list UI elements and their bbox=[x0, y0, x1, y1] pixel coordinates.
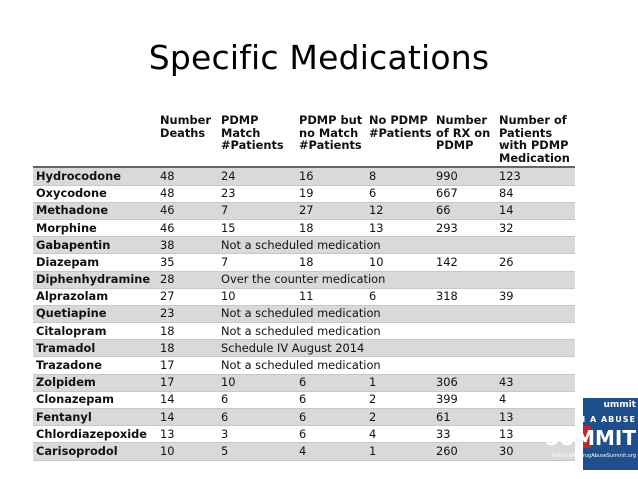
table-row bbox=[33, 288, 575, 305]
cell-deaths: 38 bbox=[157, 237, 218, 254]
cell-deaths: 18 bbox=[157, 340, 218, 357]
cell-note: Schedule IV August 2014 bbox=[218, 340, 575, 357]
table-row bbox=[33, 374, 575, 391]
cell-number-patients: 43 bbox=[496, 374, 575, 391]
cell-deaths: 14 bbox=[157, 409, 218, 426]
cell-pdmp-match: 15 bbox=[218, 219, 296, 236]
cell-number-patients: 26 bbox=[496, 254, 575, 271]
cell-pdmp-no-match: 18 bbox=[296, 254, 366, 271]
logo-text-url: NationalRxDrugAbuseSummit.org bbox=[551, 453, 636, 459]
cell-number-patients: 123 bbox=[496, 167, 575, 185]
cell-pdmp-match: 6 bbox=[218, 391, 296, 408]
cell-number-rx: 399 bbox=[433, 391, 496, 408]
cell-medication: Oxycodone bbox=[33, 185, 157, 202]
cell-medication: Citalopram bbox=[33, 323, 157, 340]
table-row bbox=[33, 391, 575, 408]
cell-pdmp-no-match: 27 bbox=[296, 202, 366, 219]
header-pdmp-no-match: PDMP but no Match #Patients bbox=[299, 113, 363, 153]
cell-pdmp-match: 23 bbox=[218, 185, 296, 202]
cell-medication: Gabapentin bbox=[33, 237, 157, 254]
cell-medication: Methadone bbox=[33, 202, 157, 219]
cell-pdmp-no-match: 18 bbox=[296, 219, 366, 236]
cell-note: Not a scheduled medication bbox=[218, 237, 575, 254]
cell-pdmp-match: 7 bbox=[218, 202, 296, 219]
cell-medication: Diphenhydramine bbox=[33, 271, 157, 288]
cell-number-rx: 260 bbox=[433, 443, 496, 460]
cell-number-patients: 39 bbox=[496, 288, 575, 305]
cell-pdmp-match: 3 bbox=[218, 426, 296, 443]
cell-medication: Quetiapine bbox=[33, 305, 157, 322]
cell-no-pdmp: 2 bbox=[366, 409, 433, 426]
cell-number-rx: 33 bbox=[433, 426, 496, 443]
cell-number-patients: 14 bbox=[496, 202, 575, 219]
cell-no-pdmp: 13 bbox=[366, 219, 433, 236]
cell-deaths: 17 bbox=[157, 357, 218, 374]
logo-text-top: ummit bbox=[603, 400, 636, 410]
table-row bbox=[33, 254, 575, 271]
table-body bbox=[33, 167, 575, 460]
table-row bbox=[33, 237, 575, 254]
header-no-pdmp: No PDMP #Patients bbox=[369, 113, 432, 140]
summit-logo bbox=[544, 398, 638, 470]
table-header-row bbox=[33, 111, 575, 167]
cell-note: Over the counter medication bbox=[218, 271, 575, 288]
cell-no-pdmp: 12 bbox=[366, 202, 433, 219]
header-number-deaths: Number Deaths bbox=[160, 113, 212, 140]
slide-title: Specific Medications bbox=[148, 38, 490, 77]
cell-no-pdmp: 6 bbox=[366, 288, 433, 305]
table-row bbox=[33, 219, 575, 236]
cell-deaths: 46 bbox=[157, 219, 218, 236]
table-row bbox=[33, 185, 575, 202]
cell-pdmp-no-match: 16 bbox=[296, 167, 366, 185]
cell-pdmp-match: 5 bbox=[218, 443, 296, 460]
table-row bbox=[33, 167, 575, 185]
cell-no-pdmp: 6 bbox=[366, 185, 433, 202]
table-row bbox=[33, 357, 575, 374]
cell-number-patients: 84 bbox=[496, 185, 575, 202]
cell-no-pdmp: 10 bbox=[366, 254, 433, 271]
table-row bbox=[33, 409, 575, 426]
cell-medication: Fentanyl bbox=[33, 409, 157, 426]
cell-pdmp-no-match: 6 bbox=[296, 391, 366, 408]
cell-medication: Hydrocodone bbox=[33, 167, 157, 185]
cell-medication: Morphine bbox=[33, 219, 157, 236]
header-medication bbox=[33, 111, 157, 167]
cell-number-rx: 66 bbox=[433, 202, 496, 219]
table-row bbox=[33, 202, 575, 219]
cell-deaths: 13 bbox=[157, 426, 218, 443]
cell-medication: Diazepam bbox=[33, 254, 157, 271]
medications-table bbox=[33, 111, 575, 461]
table-row bbox=[33, 340, 575, 357]
cell-deaths: 17 bbox=[157, 374, 218, 391]
table-row bbox=[33, 305, 575, 322]
cell-no-pdmp: 8 bbox=[366, 167, 433, 185]
logo-text-middle: N A ABUSE bbox=[578, 415, 636, 424]
cell-medication: Clonazepam bbox=[33, 391, 157, 408]
table-row bbox=[33, 443, 575, 460]
cell-pdmp-match: 7 bbox=[218, 254, 296, 271]
cell-note: Not a scheduled medication bbox=[218, 305, 575, 322]
cell-pdmp-match: 6 bbox=[218, 409, 296, 426]
cell-no-pdmp: 2 bbox=[366, 391, 433, 408]
cell-pdmp-match: 24 bbox=[218, 167, 296, 185]
header-number-rx: Number of RX on PDMP bbox=[436, 113, 491, 153]
cell-medication: Chlordiazepoxide bbox=[33, 426, 157, 443]
header-number-patients: Number of Patients with PDMP Medication bbox=[499, 113, 570, 165]
cell-pdmp-no-match: 19 bbox=[296, 185, 366, 202]
cell-number-rx: 667 bbox=[433, 185, 496, 202]
cell-pdmp-no-match: 6 bbox=[296, 409, 366, 426]
cell-deaths: 18 bbox=[157, 323, 218, 340]
cell-number-rx: 990 bbox=[433, 167, 496, 185]
cell-no-pdmp: 1 bbox=[366, 374, 433, 391]
cell-deaths: 48 bbox=[157, 167, 218, 185]
cell-medication: Zolpidem bbox=[33, 374, 157, 391]
cell-note: Not a scheduled medication bbox=[218, 357, 575, 374]
cell-pdmp-no-match: 6 bbox=[296, 374, 366, 391]
cell-no-pdmp: 4 bbox=[366, 426, 433, 443]
cell-number-patients: 4 bbox=[496, 391, 575, 408]
cell-number-rx: 142 bbox=[433, 254, 496, 271]
logo-text-summit: SUMMIT bbox=[544, 426, 636, 450]
cell-deaths: 48 bbox=[157, 185, 218, 202]
table-row bbox=[33, 271, 575, 288]
cell-deaths: 35 bbox=[157, 254, 218, 271]
table-row bbox=[33, 426, 575, 443]
cell-pdmp-match: 10 bbox=[218, 374, 296, 391]
cell-number-rx: 318 bbox=[433, 288, 496, 305]
cell-pdmp-no-match: 4 bbox=[296, 443, 366, 460]
cell-deaths: 23 bbox=[157, 305, 218, 322]
cell-number-rx: 306 bbox=[433, 374, 496, 391]
cell-deaths: 14 bbox=[157, 391, 218, 408]
cell-note: Not a scheduled medication bbox=[218, 323, 575, 340]
table-row bbox=[33, 323, 575, 340]
cell-deaths: 46 bbox=[157, 202, 218, 219]
cell-medication: Trazadone bbox=[33, 357, 157, 374]
cell-pdmp-no-match: 6 bbox=[296, 426, 366, 443]
cell-deaths: 10 bbox=[157, 443, 218, 460]
cell-number-patients: 30 bbox=[496, 443, 575, 460]
cell-no-pdmp: 1 bbox=[366, 443, 433, 460]
cell-pdmp-match: 10 bbox=[218, 288, 296, 305]
cell-medication: Alprazolam bbox=[33, 288, 157, 305]
cell-number-patients: 13 bbox=[496, 409, 575, 426]
cell-number-patients: 32 bbox=[496, 219, 575, 236]
cell-medication: Tramadol bbox=[33, 340, 157, 357]
cell-medication: Carisoprodol bbox=[33, 443, 157, 460]
header-pdmp-match: PDMP Match #Patients bbox=[221, 113, 284, 153]
cell-deaths: 28 bbox=[157, 271, 218, 288]
cell-number-rx: 293 bbox=[433, 219, 496, 236]
cell-number-patients: 13 bbox=[496, 426, 575, 443]
cell-number-rx: 61 bbox=[433, 409, 496, 426]
medications-table-container bbox=[33, 111, 575, 461]
cell-pdmp-no-match: 11 bbox=[296, 288, 366, 305]
cell-deaths: 27 bbox=[157, 288, 218, 305]
